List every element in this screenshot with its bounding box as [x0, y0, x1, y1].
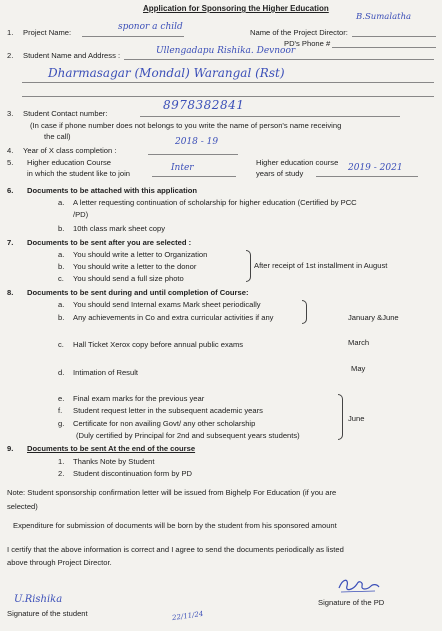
section-8d-letter: d. — [58, 368, 65, 377]
project-director-value: B.Sumalatha — [356, 12, 412, 22]
certify-line-1: I certify that the above information is correct and I agree to send the documents periodically as listed — [7, 545, 344, 554]
student-address-line-1 — [124, 59, 434, 60]
section-6a-text-1: A letter requesting continuation of scholarship for higher education (Certified by PCC — [73, 198, 357, 207]
section-8ab-side: January &June — [348, 313, 399, 322]
course-label-line-1: Higher education Course — [27, 158, 112, 167]
pd-signature-image — [335, 574, 383, 596]
x-class-year-value: 2018 - 19 — [175, 137, 219, 147]
section-8e-text: Final exam marks for the previous year — [73, 394, 205, 403]
note-line-2: selected) — [7, 502, 38, 511]
section-6-number: 6. — [7, 186, 14, 195]
section-8f-text: Student request letter in the subsequent academic years — [73, 406, 263, 415]
pd-signature-label: Signature of the PD — [318, 598, 385, 607]
student-signature: U.Rishika — [14, 594, 63, 605]
section-6b-text: 10th class mark sheet copy — [73, 224, 166, 233]
section-7a-text: You should write a letter to Organization — [73, 250, 208, 259]
section-8-number: 8. — [7, 288, 14, 297]
section-8a-text: You should send Internal exams Mark sheet periodically — [73, 300, 261, 309]
section-7c-letter: c. — [58, 274, 64, 283]
section-8b-letter: b. — [58, 313, 65, 322]
course-line — [152, 176, 236, 177]
section-8efg-brace — [338, 394, 343, 440]
student-address-line-3 — [22, 96, 434, 97]
section-6-heading: Documents to be attached with this application — [27, 186, 198, 195]
student-name-address-value-1: Ullengadapu Rishika. Devnoor — [156, 46, 296, 56]
field-4-number: 4. — [7, 146, 14, 155]
section-8ab-brace — [302, 300, 307, 324]
course-years-label-line-2: years of study — [256, 169, 304, 178]
section-7b-text: You should write a letter to the donor — [73, 262, 197, 271]
section-9-number: 9. — [7, 444, 14, 453]
section-7-side-note: After receipt of 1st installment in August — [254, 261, 388, 270]
section-6b-letter: b. — [58, 224, 65, 233]
section-8c-letter: c. — [58, 340, 64, 349]
course-years-label-line-1: Higher education course — [256, 158, 339, 167]
section-8c-text: Hall Ticket Xerox copy before annual public exams — [73, 340, 244, 349]
expenditure-note: Expenditure for submission of documents will be born by the student from his sponsored amount — [13, 521, 337, 530]
project-name-line — [82, 36, 184, 37]
form-title: Application for Sponsoring the Higher Education — [143, 4, 329, 13]
field-3-number: 3. — [7, 109, 14, 118]
note-line-1: Note: Student sponsorship confirmation letter will be issued from Bighelp For Education (if you are — [7, 488, 337, 497]
certify-line-2: above through Project Director. — [7, 558, 112, 567]
signature-date-mark: 22/11/24 — [171, 609, 204, 623]
contact-note-line-1: (In case if phone number does not belongs to you write the name of person's name receiving — [30, 121, 342, 130]
section-8g-letter: g. — [58, 419, 65, 428]
section-9-item-2-number: 2. — [58, 469, 65, 478]
contact-note-line-2: the call) — [44, 132, 71, 141]
section-8b-text: Any achievements in Co and extra curricular activities if any — [73, 313, 274, 322]
student-name-address-label: Student Name and Address : — [23, 51, 121, 60]
student-contact-value: 8978382841 — [163, 98, 245, 112]
student-signature-label: Signature of the student — [7, 609, 88, 618]
section-8g-text-2: (Duly certified by Principal for 2nd and subsequent years students) — [76, 431, 300, 440]
section-8d-side: May — [351, 364, 366, 373]
project-name-label: Project Name: — [23, 28, 72, 37]
field-5-number: 5. — [7, 158, 14, 167]
section-9-item-1-number: 1. — [58, 457, 65, 466]
course-years-line — [316, 176, 418, 177]
section-8d-text: Intimation of Result — [73, 368, 138, 377]
student-name-address-value-2: Dharmasagar (Mondal) Warangal (Rst) — [48, 66, 285, 80]
section-8c-side: March — [348, 338, 370, 347]
student-contact-label: Student Contact number: — [23, 109, 108, 118]
section-7-heading: Documents to be sent after you are selected : — [27, 238, 192, 247]
section-7c-text: You should send a full size photo — [73, 274, 184, 283]
pd-phone-line — [332, 47, 436, 48]
section-9-item-2-text: Student discontinuation form by PD — [73, 469, 193, 478]
section-8-heading: Documents to be sent during and until completion of Course: — [27, 288, 249, 297]
project-director-line — [352, 36, 436, 37]
section-8f-letter: f. — [58, 406, 63, 415]
pd-phone-label: PD's Phone # — [284, 39, 331, 48]
section-7-number: 7. — [7, 238, 14, 247]
section-6a-text-2: /PD) — [73, 210, 89, 219]
field-2-number: 2. — [7, 51, 14, 60]
section-7-brace — [246, 250, 251, 282]
course-years-value: 2019 - 2021 — [348, 163, 403, 173]
student-address-line-2 — [22, 82, 434, 83]
section-6a-letter: a. — [58, 198, 65, 207]
section-7a-letter: a. — [58, 250, 65, 259]
course-value: Inter — [171, 163, 194, 173]
section-8e-letter: e. — [58, 394, 65, 403]
section-8a-letter: a. — [58, 300, 65, 309]
x-class-year-label: Year of X class completion : — [23, 146, 117, 155]
project-director-label: Name of the Project Director: — [250, 28, 348, 37]
section-8efg-side: June — [348, 414, 365, 423]
section-8g-text-1: Certificate for non availing Govt/ any other scholarship — [73, 419, 256, 428]
section-9-item-1-text: Thanks Note by Student — [73, 457, 155, 466]
course-label-line-2: in which the student like to join — [27, 169, 130, 178]
section-7b-letter: b. — [58, 262, 65, 271]
x-class-year-line — [148, 154, 238, 155]
field-1-number: 1. — [7, 28, 14, 37]
section-9-heading: Documents to be sent At the end of the course — [27, 444, 196, 453]
student-contact-line — [140, 116, 400, 117]
project-name-value: sponor a child — [118, 22, 183, 32]
